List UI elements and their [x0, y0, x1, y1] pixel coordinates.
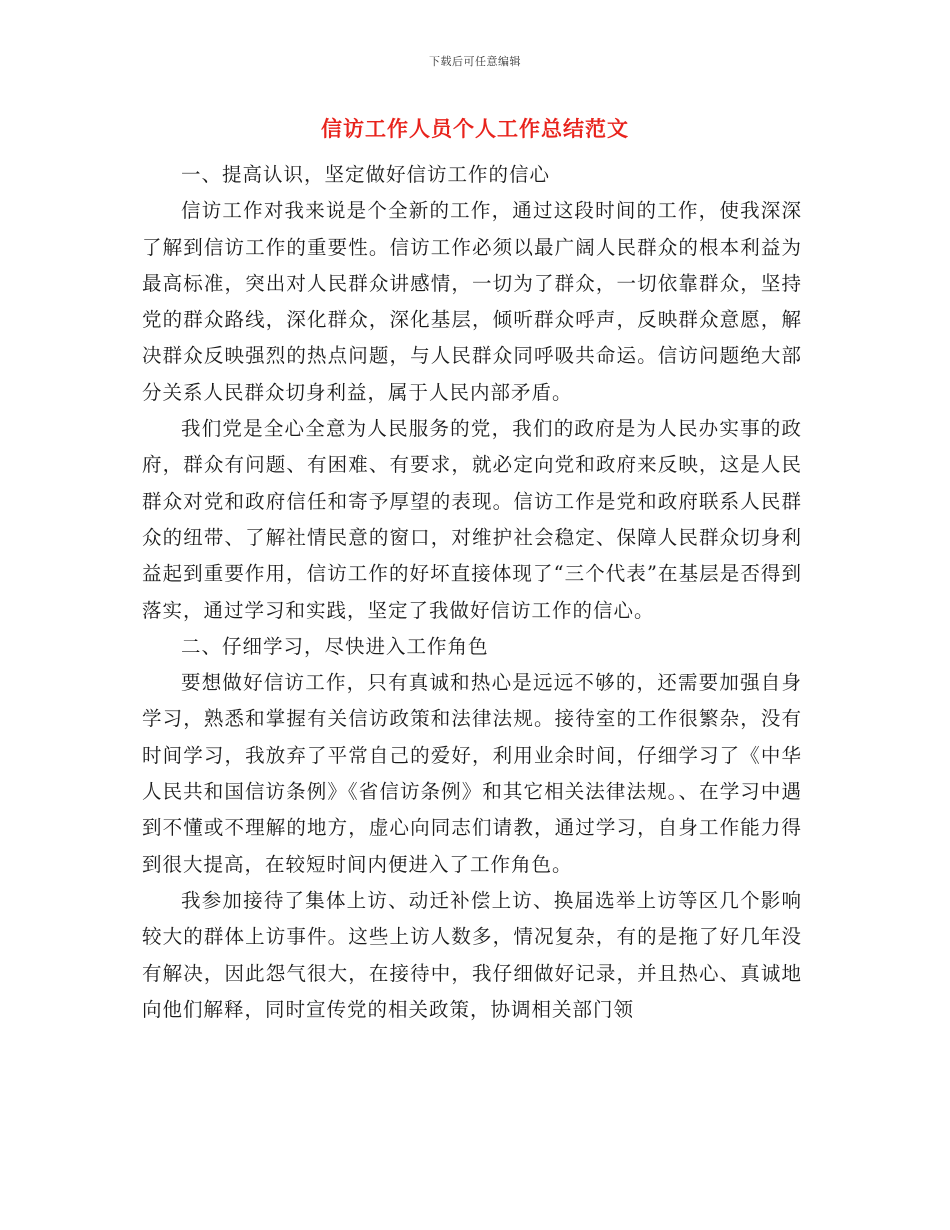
- document-body: [142, 157, 802, 1028]
- paragraph: 要想做好信访工作，只有真诚和热心是远远不够的，还需要加强自身学习，熟悉和掌握有关信访政策和法律法规。接待室的工作很繁杂，没有时间学习，我放弃了平常自己的爱好，利用业余时间，仔细学习了《中华人民共和国信访条例》《省信访条例》和其它相关法律法规。、在学习中遇到不懂或不理解的地方，虚心向同志们请教，通过学习，自身工作能力得到很大提高，在较短时间内便进入了工作角色。: [142, 671, 802, 876]
- section-heading-2: 二、仔细学习，尽快进入工作角色: [181, 634, 489, 658]
- header-note: 下载后可任意编辑: [429, 55, 521, 68]
- paragraph: 信访工作对我来说是个全新的工作，通过这段时间的工作，使我深深了解到信访工作的重要性。信访工作必须以最广阔人民群众的根本利益为最高标准，突出对人民群众讲感情，一切为了群众，一切依靠群众，坚持党的群众路线，深化群众，深化基层，倾听群众呼声，反映群众意愿，解决群众反映强烈的热点问题，与人民群众同呼吸共命运。信访问题绝大部分关系人民群众切身利益，属于人民内部矛盾。: [142, 199, 802, 404]
- paragraph: 我们党是全心全意为人民服务的党，我们的政府是为人民办实事的政府，群众有问题、有困难、有要求，就必定向党和政府来反映，这是人民群众对党和政府信任和寄予厚望的表现。信访工作是党和政府联系人民群众的纽带、了解社情民意的窗口，对维护社会稳定、保障人民群众切身利益起到重要作用，信访工作的好坏直接体现了“三个代表”在基层是否得到落实，通过学习和实践，坚定了我做好信访工作的信心。: [142, 417, 802, 622]
- paragraph: 我参加接待了集体上访、动迁补偿上访、换届选举上访等区几个影响较大的群体上访事件。这些上访人数多，情况复杂，有的是拖了好几年没有解决，因此怨气很大，在接待中，我仔细做好记录，并且热心、真诚地向他们解释，同时宣传党的相关政策，协调相关部门领: [142, 888, 802, 1021]
- section-heading-1: 一、提高认识，坚定做好信访工作的信心: [181, 163, 551, 186]
- document-title: 信访工作人员个人工作总结范文: [321, 117, 629, 141]
